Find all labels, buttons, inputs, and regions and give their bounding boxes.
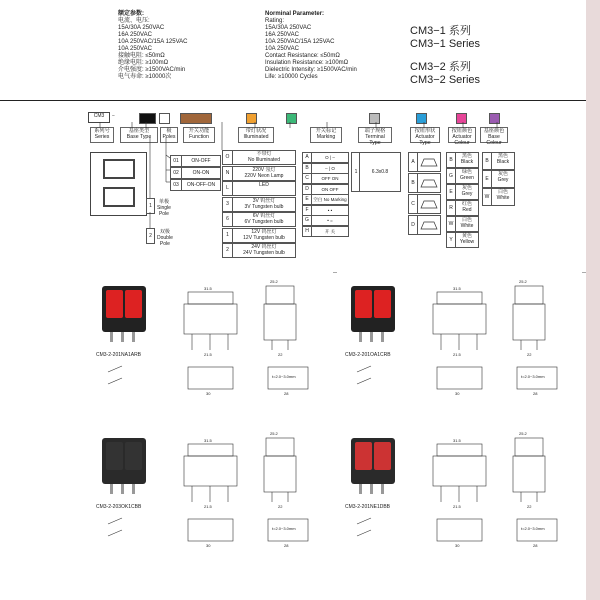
cn-param-line: 10A 250VAC	[118, 46, 152, 52]
act-colour-code: R	[446, 200, 456, 216]
base-colour-code: B	[482, 152, 492, 170]
illum-label: 24V 钨丝灯 24V Tungsten bulb	[232, 243, 296, 258]
illum-label: LED	[232, 181, 296, 196]
function-code: 02	[170, 167, 182, 179]
dim-label: 22	[278, 352, 283, 357]
terminal-code: 1	[351, 152, 361, 192]
actuator-code: D	[408, 215, 418, 235]
en-param-line: 15A/30A 250VAC	[265, 25, 312, 31]
field-label: 基座类型 Base Type	[120, 127, 158, 143]
marking-code: C	[302, 173, 312, 184]
illum-code: O	[222, 150, 233, 165]
marking-symbol: ON OFF	[311, 184, 349, 195]
field-label: 开关标记 Marking	[310, 127, 342, 143]
pole-single: 单极 Single Pole	[157, 199, 171, 217]
cn-param-line: 介电强度: ≥1500VAC/min	[118, 67, 186, 73]
dim-label: 31.5	[453, 286, 461, 291]
act-colour-code: Y	[446, 232, 456, 248]
product-model: CM3-2-201NA1ARB	[96, 352, 142, 358]
dim-label: 22	[527, 504, 532, 509]
product-panel	[88, 272, 333, 422]
field-label: 开关功能 Function	[183, 127, 215, 143]
series2-cn: CM3−2 系列	[410, 61, 471, 73]
en-param-line: 10A 250VAC/15A 125VAC	[265, 39, 335, 45]
dim-label: 31.5	[204, 286, 212, 291]
illum-label: 12V 钨丝灯 12V Tungsten bulb	[232, 228, 296, 243]
product-panel	[88, 424, 333, 574]
field-label: 端子规格 Terminal Type	[358, 127, 392, 143]
en-param-line: Life: ≥10000 Cycles	[265, 74, 318, 80]
marking-code: G	[302, 215, 312, 226]
cn-param-line: 10A 250VAC/15A 125VAC	[118, 39, 188, 45]
act-colour-label: 灰色 Grey	[455, 184, 479, 200]
marking-symbol: OFF ON	[311, 173, 349, 184]
dim-label: 25.2	[270, 279, 278, 284]
product-model: CM3-2-201NE1DBB	[345, 504, 391, 510]
function-label: ON-ON	[181, 167, 221, 179]
marking-code: H	[302, 226, 312, 237]
illum-code: 2	[222, 243, 233, 258]
illum-code: 1	[222, 228, 233, 243]
marking-symbol: • •	[311, 205, 349, 216]
base-colour-label: 灰色 Grey	[491, 170, 515, 188]
product-drawing	[88, 272, 333, 422]
cn-param-line: 15A/30A 250VAC	[118, 25, 165, 31]
illum-code: 3	[222, 197, 233, 212]
pole-code: 2	[146, 228, 155, 244]
act-colour-code: E	[446, 184, 456, 200]
product-photo	[102, 286, 146, 342]
actuator-code: C	[408, 194, 418, 214]
base-colour-label: 白色 White	[491, 188, 515, 206]
dim-hole: t=2.0~3.0mm	[521, 526, 545, 531]
product-photo	[351, 286, 395, 342]
dim-label: 28	[533, 543, 538, 548]
dim-label: 25.2	[270, 431, 278, 436]
dim-hole: t=2.0~3.0mm	[272, 374, 296, 379]
en-param-line: Rating:	[265, 18, 285, 24]
dim-label: 30	[206, 543, 211, 548]
marking-code: D	[302, 184, 312, 195]
dim-hole: t=2.0~3.0mm	[272, 526, 296, 531]
cn-param-line: 电流、电压:	[118, 18, 150, 24]
act-colour-label: 黄色 Yellow	[455, 232, 479, 248]
illum-label: 6V 钨丝灯 6V Tungsten bulb	[232, 212, 296, 227]
code-dash: −	[112, 113, 115, 119]
en-param-line: 10A 250VAC	[265, 46, 299, 52]
dim-label: 25.2	[519, 279, 527, 284]
act-colour-code: W	[446, 216, 456, 232]
cn-param-line: 接触电阻: ≤50mΩ	[118, 53, 165, 59]
field-label: 系列号 Series	[90, 127, 114, 143]
dim-label: 21.5	[453, 504, 461, 509]
dim-label: 30	[455, 543, 460, 548]
function-code: 03	[170, 179, 182, 191]
actuator-code: B	[408, 173, 418, 193]
marking-symbol: O | –	[311, 152, 349, 163]
field-label: 按钮颜色 Actuator Colour	[448, 127, 476, 143]
dim-label: 21.5	[204, 504, 212, 509]
marking-symbol: 空白 No Marking	[311, 194, 349, 205]
dim-label: 28	[533, 391, 538, 396]
marking-symbol: • =	[311, 215, 349, 226]
act-colour-code: B	[446, 152, 456, 168]
en-param-line: Insulation Resistance: ≥100mΩ	[265, 60, 349, 66]
dim-label: 30	[206, 391, 211, 396]
base-colour-code: E	[482, 170, 492, 188]
illum-label: 3V 钨丝灯 3V Tungsten bulb	[232, 197, 296, 212]
cn-params-title: 额定参数:	[118, 11, 144, 17]
en-param-line: 16A 250VAC	[265, 32, 299, 38]
cn-param-line: 绝缘电阻: ≥100mΩ	[118, 60, 169, 66]
dim-label: 22	[278, 504, 283, 509]
cn-param-line: 16A 250VAC	[118, 32, 152, 38]
marking-code: E	[302, 194, 312, 205]
product-model: CM3-2-201OA1CRB	[345, 352, 391, 358]
actuator-code: A	[408, 152, 418, 172]
dim-label: 28	[284, 543, 289, 548]
function-label: ON-OFF-ON	[181, 179, 221, 191]
field-label: 极 Poles	[160, 127, 178, 143]
illum-label: 220V 氖灯 220V Neon Lamp	[232, 166, 296, 181]
dim-label: 21.5	[204, 352, 212, 357]
marking-code: F	[302, 205, 312, 216]
product-photo	[102, 438, 146, 494]
dim-label: 21.5	[453, 352, 461, 357]
act-colour-label: 白色 White	[455, 216, 479, 232]
dim-label: 31.5	[453, 438, 461, 443]
pole-code: 1	[146, 198, 155, 214]
base-colour-code: W	[482, 188, 492, 206]
act-colour-label: 绿色 Green	[455, 168, 479, 184]
illum-label: 不带灯 No Illuminated	[232, 150, 296, 165]
dim-label: 30	[455, 391, 460, 396]
product-photo	[351, 438, 395, 494]
series1-en: CM3−1 Series	[410, 38, 481, 50]
en-param-line: Contact Resistance: ≤50mΩ	[265, 53, 340, 59]
series1-cn: CM3−1 系列	[410, 25, 471, 37]
act-colour-label: 黑色 Black	[455, 152, 479, 168]
product-drawing	[337, 272, 582, 422]
product-drawing	[337, 424, 582, 574]
code-prefix: CM3	[88, 112, 110, 123]
field-label: 按钮形状 Actuator Type	[410, 127, 440, 143]
marking-symbol: – | O	[311, 163, 349, 174]
pole-double: 双极 Double Pole	[157, 229, 173, 247]
en-params-title: Norminal Parameter:	[265, 11, 325, 17]
field-label: 基座颜色 Base Colour	[480, 127, 508, 143]
en-param-line: Dielectric Intensity: ≥1500VAC/min	[265, 67, 357, 73]
product-panel	[337, 272, 582, 422]
dim-label: 28	[284, 391, 289, 396]
act-colour-code: G	[446, 168, 456, 184]
product-drawing	[88, 424, 333, 574]
dim-label: 31.5	[204, 438, 212, 443]
product-model: CM3-2-203OK1CBB	[96, 504, 142, 510]
function-code: 01	[170, 155, 182, 167]
function-label: ON-OFF	[181, 155, 221, 167]
terminal-size: 6.3x0.8	[359, 152, 401, 192]
series2-en: CM3−2 Series	[410, 74, 481, 86]
marking-symbol: 开 关	[311, 226, 349, 237]
marking-code: A	[302, 152, 312, 163]
act-colour-label: 红色 Red	[455, 200, 479, 216]
cn-param-line: 电气寿命: ≥10000次	[118, 74, 172, 80]
dim-label: 25.2	[519, 431, 527, 436]
illum-code: L	[222, 181, 233, 196]
dim-hole: t=2.0~3.0mm	[521, 374, 545, 379]
illum-code: 6	[222, 212, 233, 227]
marking-code: B	[302, 163, 312, 174]
base-colour-label: 黑色 Black	[491, 152, 515, 170]
field-label: 带灯状况 Illuminated	[238, 127, 274, 143]
illum-code: N	[222, 166, 233, 181]
product-panel	[337, 424, 582, 574]
dim-label: 22	[527, 352, 532, 357]
